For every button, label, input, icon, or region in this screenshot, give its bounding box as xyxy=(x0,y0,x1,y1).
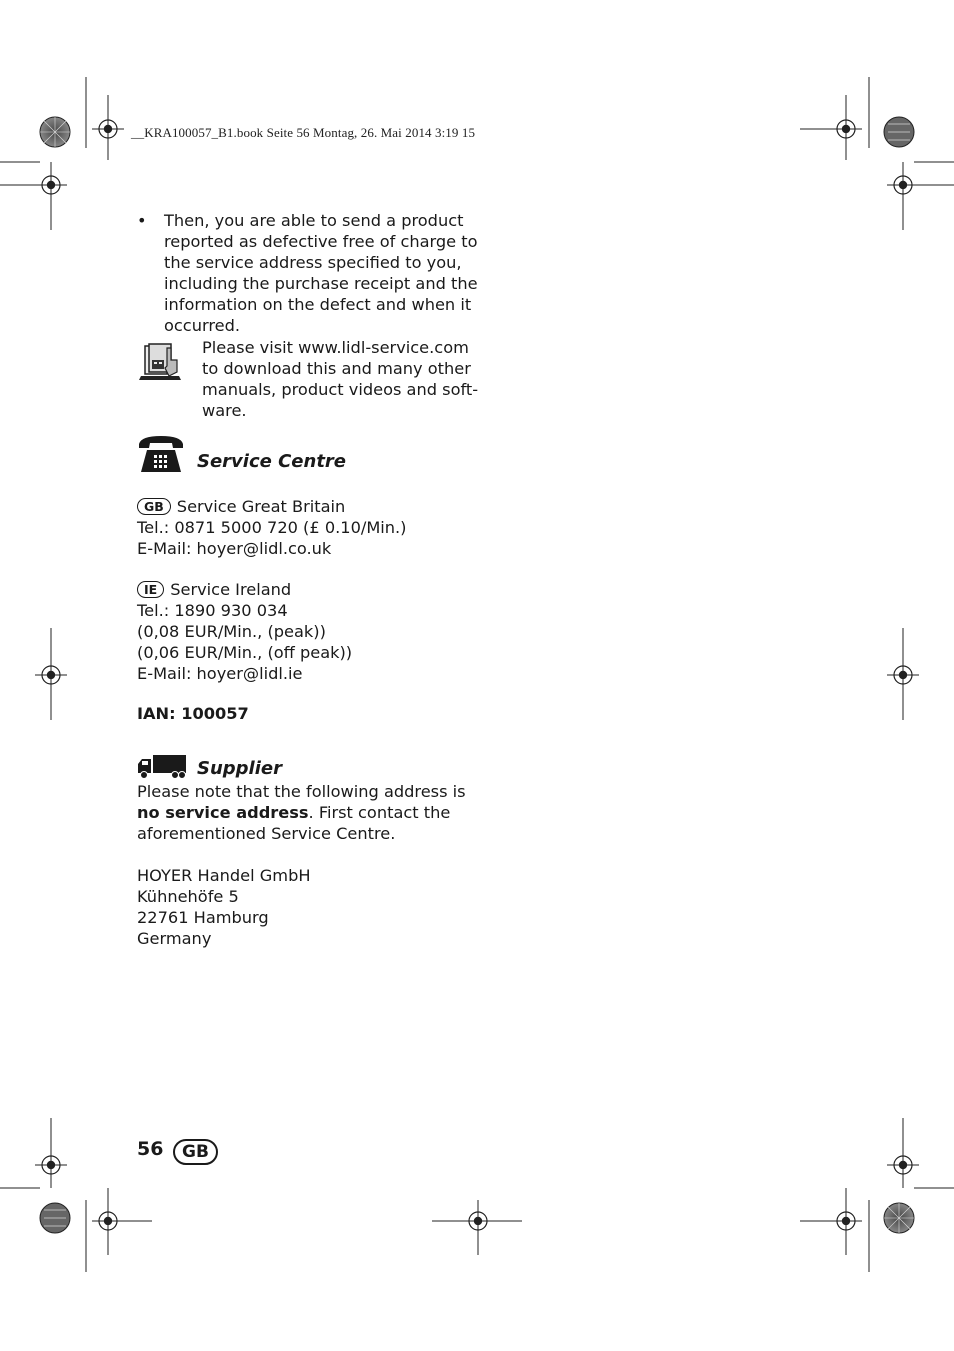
service-ie-title: Service Ireland xyxy=(170,580,292,599)
service-centre-heading: Service Centre xyxy=(197,451,347,472)
service-ie-block xyxy=(137,579,477,684)
bullet-line: the service address specified to you, xyxy=(164,253,462,272)
supplier-note-line: Please note that the following address is xyxy=(137,782,466,801)
download-manual-icon xyxy=(139,342,183,382)
service-gb-block xyxy=(137,496,477,559)
telephone-icon xyxy=(137,434,185,474)
bullet-line: including the purchase receipt and the xyxy=(164,274,478,293)
bullet-line: occurred. xyxy=(164,316,241,335)
service-gb-phone: Tel.: 0871 5000 720 (£ 0.10/Min.) xyxy=(137,518,407,537)
supplier-heading: Supplier xyxy=(197,758,282,779)
country-badge-gb: GB xyxy=(137,498,171,515)
service-ie-phone: Tel.: 1890 930 034 xyxy=(137,601,288,620)
supplier-address xyxy=(137,865,437,949)
bullet-symbol: • xyxy=(137,211,147,230)
tip-line: manuals, product videos and soft- xyxy=(202,380,479,399)
supplier-note-line: aforementioned Service Centre. xyxy=(137,824,396,843)
service-ie-rate-offpeak: (0,06 EUR/Min., (off peak)) xyxy=(137,643,353,662)
service-ie-email: E-Mail: hoyer@lidl.ie xyxy=(137,664,303,683)
service-gb-email: E-Mail: hoyer@lidl.co.uk xyxy=(137,539,332,558)
service-gb-title: Service Great Britain xyxy=(176,497,346,516)
supplier-note xyxy=(137,781,477,844)
tip-line: Please visit www.lidl-service.com xyxy=(202,338,469,357)
address-street: Kühnehöfe 5 xyxy=(137,887,239,906)
address-city: 22761 Hamburg xyxy=(137,908,269,927)
address-country: Germany xyxy=(137,929,212,948)
truck-icon xyxy=(137,754,187,780)
country-badge-ie: IE xyxy=(137,581,164,598)
bullet-line: reported as defective free of charge to xyxy=(164,232,478,251)
service-ie-rate-peak: (0,08 EUR/Min., (peak)) xyxy=(137,622,326,641)
supplier-note-line: . First contact the xyxy=(308,803,451,822)
print-slug: __KRA100057_B1.book Seite 56 Montag, 26. Mai 2014 3:19 15 xyxy=(131,125,476,140)
tip-line: ware. xyxy=(202,401,247,420)
address-company: HOYER Handel GmbH xyxy=(137,866,311,885)
ian-number: IAN: 100057 xyxy=(137,704,249,723)
bullet-line: information on the defect and when it xyxy=(164,295,472,314)
download-tip xyxy=(202,337,479,421)
page-number: 56 xyxy=(137,1138,164,1160)
bullet-line: Then, you are able to send a product xyxy=(164,211,464,230)
no-service-address-emphasis: no service address xyxy=(137,803,309,822)
tip-line: to download this and many other xyxy=(202,359,471,378)
language-badge: GB xyxy=(173,1139,218,1165)
